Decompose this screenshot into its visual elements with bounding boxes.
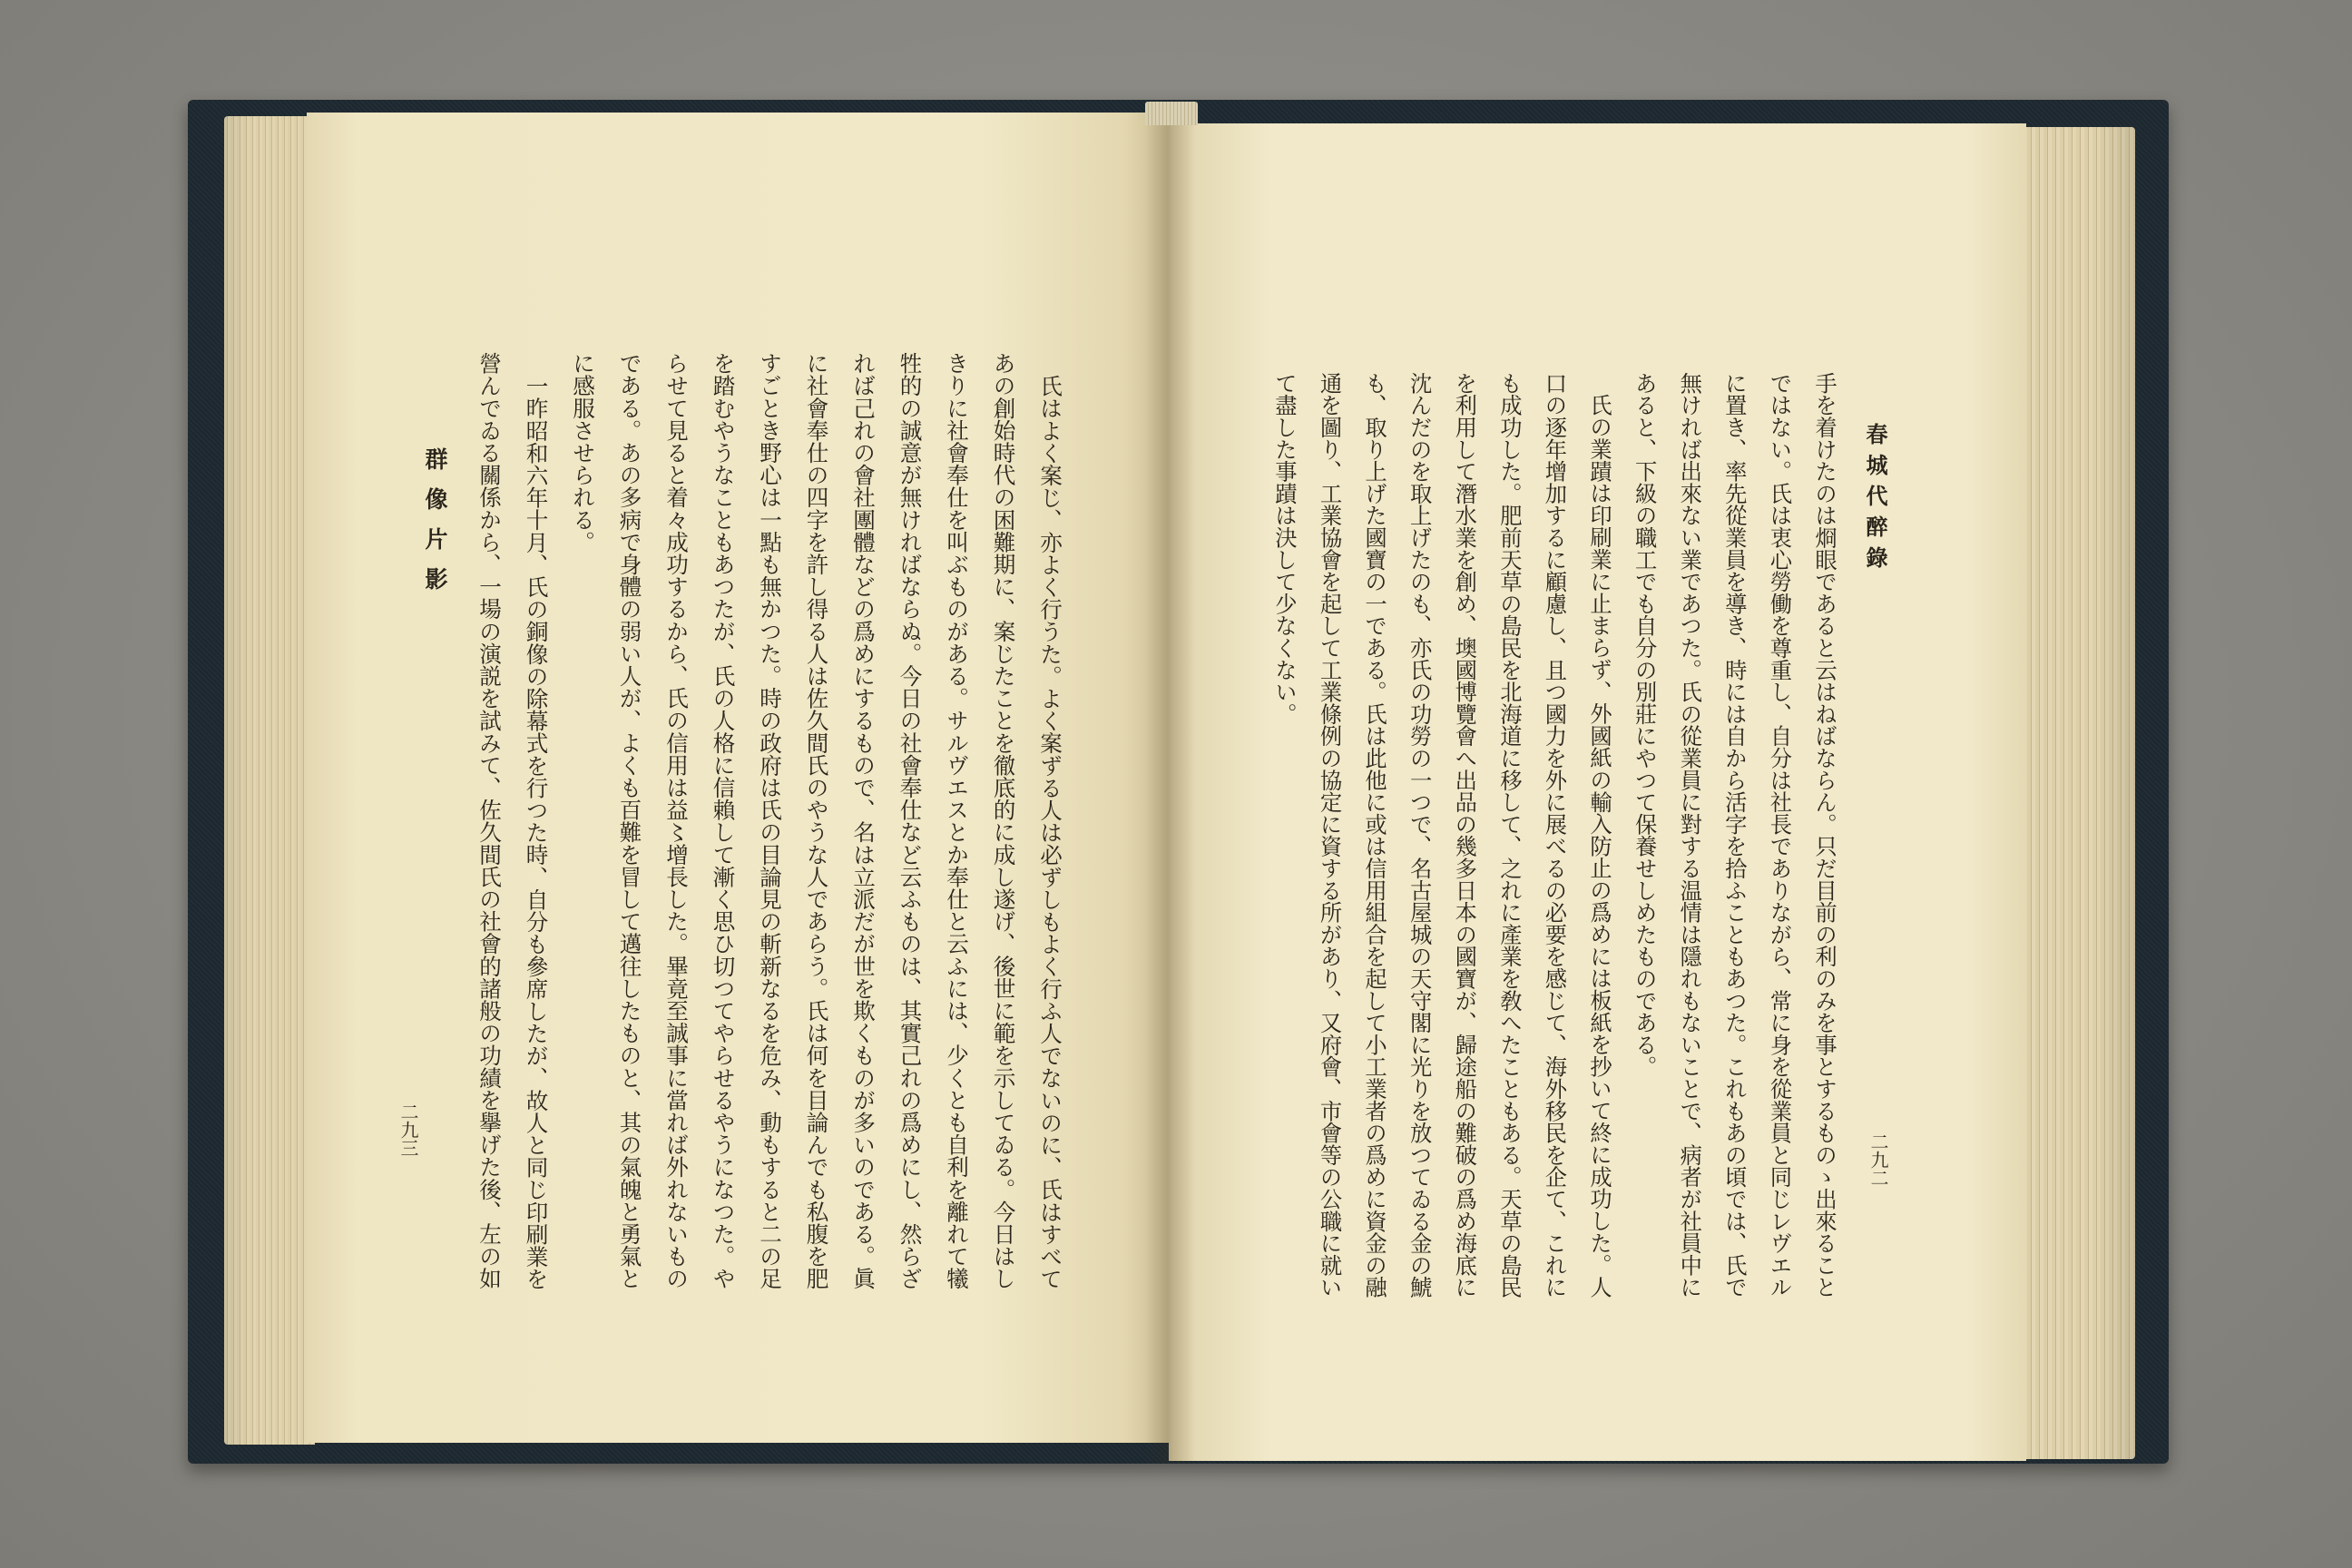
text-line: れば己れの會社團體などの爲めにするもので、名は立派だが世を欺くものが多いのである。眞: [850, 352, 877, 1290]
gutter-shadow: [1145, 113, 1196, 1463]
text-line: に感服させられる。: [570, 352, 596, 554]
text-line: あの創始時代の困難期に、案じたことを徹底的に成し遂げ、後世に範を示してゐる。今日はし: [990, 352, 1017, 1290]
text-line: も、取り上げた國寶の一である。氏は此他に或は信用組合を起して小工業者の爲めに資金の融: [1361, 372, 1388, 1298]
right-page: [1169, 123, 2026, 1461]
text-line: らせて見ると着々成功するから、氏の信用は益〻增長した。畢竟至誠事に當れば外れないもの: [663, 352, 690, 1290]
text-line: あると、下級の職工でも自分の別莊にやつて保養せしめたものである。: [1631, 372, 1658, 1078]
text-line: 一昨昭和六年十月、氏の銅像の除幕式を行つた時、自分も參席したが、故人と同じ印刷業を: [523, 374, 550, 1290]
right-running-head: 春城代醉錄: [1862, 423, 1888, 577]
left-text-block: [466, 352, 1073, 1296]
text-line: きりに社會奉仕を叫ぶものがある。サルヴエスとか奉仕と云ふには、少くとも自利を離れて犧: [944, 352, 970, 1290]
text-line: 氏はよく案じ、亦よく行うた。よく案ずる人は必ずしもよく行ふ人でないのに、氏はすべて: [1037, 374, 1063, 1290]
text-line: 通を圖り、工業協會を起して工業條例の協定に資する所があり、又府會、市會等の公職に就い: [1316, 372, 1343, 1298]
right-text-block: [1261, 372, 1847, 1316]
left-page-number: 二九三: [397, 1102, 419, 1157]
text-line: て盡した事蹟は決して少なくない。: [1270, 372, 1298, 725]
spine-headband: [1145, 102, 1198, 125]
text-line: 營んでゐる關係から、一場の演説を試みて、佐久間氏の社會的諸般の功績を擧げた後、左の如: [476, 352, 503, 1290]
right-page-stack-edges: [2019, 127, 2135, 1459]
right-page-number: 二九二: [1867, 1132, 1889, 1187]
text-line: に置き、率先從業員を導き、時には自から活字を拾ふこともあつた。これもあの頃では、氏で: [1720, 372, 1748, 1298]
text-line: ではない。氏は衷心勞働を尊重し、自分は社長でありながら、常に身を從業員と同じレヴエル: [1766, 372, 1793, 1298]
left-page: [307, 113, 1169, 1443]
text-line: 口の逐年增加するに顧慮し、且つ國力を外に展べるの必要を感じて、海外移民を企て、これに: [1541, 372, 1568, 1298]
text-line: 手を着けたのは烱眼であると云はねばならん。只だ目前の利のみを事とするものゝ出來ること: [1811, 372, 1838, 1298]
left-running-head: 群像片影: [422, 447, 448, 607]
left-page-stack-edges: [224, 116, 315, 1445]
text-line: も成功した。肥前天草の島民を北海道に移して、之れに產業を敎へたこともある。天草の島民: [1495, 372, 1523, 1298]
text-line: である。あの多病で身體の弱い人が、よくも百難を冒して邁往したものと、其の氣魄と勇氣と: [616, 352, 643, 1290]
text-line: を利用して潛水業を創め、墺國博覽會へ出品の幾多日本の國寶が、歸途船の難破の爲め海底に: [1451, 372, 1478, 1298]
text-line: 沈んだのを取上げたのも、亦氏の功勞の一つで、名古屋城の天守閣に光りを放つてゐる金の鯱: [1406, 372, 1433, 1298]
text-line: すごとき野心は一點も無かつた。時の政府は氏の目論見の斬新なるを危み、動もすると二の足: [757, 352, 783, 1290]
text-line: 氏の業蹟は印刷業に止まらず、外國紙の輸入防止の爲めには板紙を抄いて終に成功した。人: [1586, 394, 1613, 1298]
text-line: に社會奉仕の四字を許し得る人は佐久間氏のやうな人であらう。氏は何を目論んでも私腹を肥: [803, 352, 830, 1290]
text-line: 牲的の誠意が無ければならぬ。今日の社會奉仕など云ふものは、其實己れの爲めにし、然らざ: [897, 352, 924, 1290]
text-line: を踏むやうなこともあつたが、氏の人格に信賴して漸く思ひ切つてやらせるやうになつた。や: [710, 352, 737, 1290]
text-line: 無ければ出來ない業であつた。氏の從業員に對する温情は隱れもないことで、病者が社員中に: [1676, 372, 1703, 1298]
